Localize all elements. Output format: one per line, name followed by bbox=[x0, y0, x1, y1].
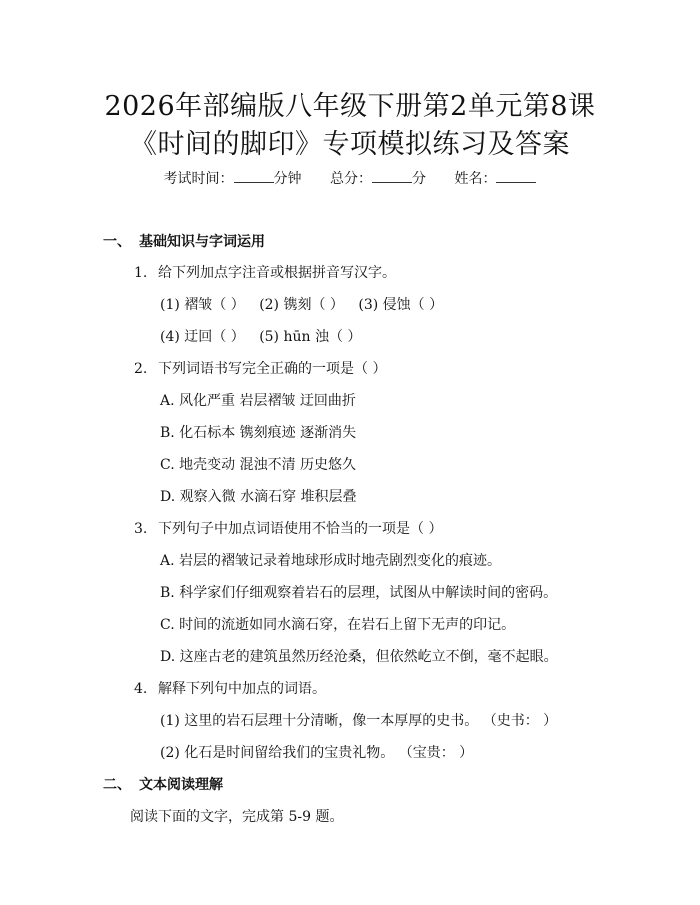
section-number: 一、 bbox=[103, 234, 131, 250]
time-blank[interactable] bbox=[234, 170, 274, 183]
name-field bbox=[454, 171, 536, 187]
question-number: 4. bbox=[134, 681, 148, 697]
score-label: 总分： bbox=[330, 171, 372, 187]
question-1 bbox=[134, 262, 396, 282]
title-line-2: 《时间的脚印》专项模拟练习及答案 bbox=[130, 129, 570, 160]
q3-option-c: C. 时间的流逝如同水滴石穿，在岩石上留下无声的印记。 bbox=[160, 617, 516, 633]
name-label: 姓名： bbox=[454, 171, 497, 187]
q1-item-5: (5) hūn 浊（ ） bbox=[259, 329, 362, 345]
score-unit: 分 bbox=[412, 171, 426, 187]
section-number: 二、 bbox=[103, 777, 131, 793]
reading-intro: 阅读下面的文字，完成第 5-9 题。 bbox=[130, 809, 344, 825]
q2-option-c: C. 地壳变动 混浊不清 历史悠久 bbox=[160, 457, 357, 473]
time-label: 考试时间： bbox=[163, 171, 234, 187]
q1-item-1: (1) 褶皱（ ） bbox=[160, 297, 245, 313]
q1-item-4: (4) 迂回（ ） bbox=[160, 329, 245, 345]
q1-item-2: (2) 镌刻（ ） bbox=[259, 297, 344, 313]
question-number: 2. bbox=[134, 361, 148, 377]
question-3 bbox=[134, 518, 442, 538]
score-blank[interactable] bbox=[372, 170, 412, 183]
q4-item-2: (2) 化石是时间留给我们的宝贵礼物。 （宝贵： ） bbox=[160, 745, 474, 761]
section-title: 文本阅读理解 bbox=[139, 777, 223, 793]
section-title: 基础知识与字词运用 bbox=[139, 234, 265, 250]
score-field bbox=[330, 171, 430, 187]
time-unit: 分钟 bbox=[273, 171, 302, 187]
question-text: 下列句子中加点词语使用不恰当的一项是（ ） bbox=[158, 521, 443, 537]
question-text: 下列词语书写完全正确的一项是（ ） bbox=[158, 361, 387, 377]
question-number: 1. bbox=[134, 265, 148, 281]
question-1-row-2 bbox=[160, 326, 361, 346]
question-2 bbox=[134, 358, 386, 378]
q3-option-d: D. 这座古老的建筑虽然历经沧桑，但依然屹立不倒，毫不起眼。 bbox=[160, 649, 558, 665]
q4-item-1: (1) 这里的岩石层理十分清晰，像一本厚厚的史书。 （史书： ） bbox=[160, 713, 558, 729]
question-text: 给下列加点字注音或根据拼音写汉字。 bbox=[158, 265, 396, 281]
q2-option-b: B. 化石标本 镌刻痕迹 逐渐消失 bbox=[160, 425, 357, 441]
exam-meta bbox=[0, 168, 700, 188]
q2-option-d: D. 观察入微 水滴石穿 堆积层叠 bbox=[160, 489, 357, 505]
question-number: 3. bbox=[134, 521, 148, 537]
title-line-1: 2026年部编版八年级下册第2单元第8课 bbox=[104, 91, 596, 122]
q2-option-a: A. 风化严重 岩层褶皱 迂回曲折 bbox=[160, 393, 356, 409]
name-blank[interactable] bbox=[496, 170, 536, 183]
section-2-heading bbox=[103, 774, 223, 794]
section-1-heading bbox=[103, 231, 265, 251]
q3-option-a: A. 岩层的褶皱记录着地球形成时地壳剧烈变化的痕迹。 bbox=[160, 553, 502, 569]
time-field bbox=[164, 171, 306, 187]
question-4 bbox=[134, 678, 326, 698]
question-1-row-1 bbox=[160, 294, 443, 314]
question-text: 解释下列句中加点的词语。 bbox=[158, 681, 326, 697]
q3-option-b: B. 科学家们仔细观察着岩石的层理，试图从中解读时间的密码。 bbox=[160, 585, 558, 601]
q1-item-3: (3) 侵蚀（ ） bbox=[358, 297, 444, 313]
